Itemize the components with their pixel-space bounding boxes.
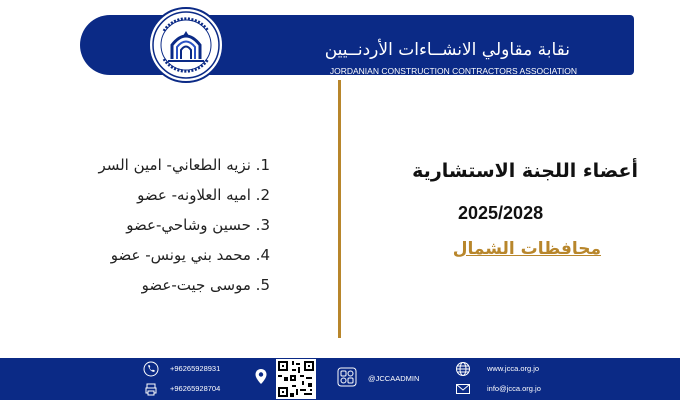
association-emblem-icon bbox=[148, 7, 224, 83]
footer-bar bbox=[0, 358, 680, 400]
fax-icon bbox=[143, 381, 159, 397]
org-name-arabic: نقابة مقاولي الانشــاءات الأردنــيين bbox=[324, 40, 570, 60]
term-years: 2025/2028 bbox=[458, 203, 544, 223]
social-handle[interactable]: @JCCAADMIN bbox=[368, 374, 420, 383]
list-item: 5. موسى جيت-عضو bbox=[141, 276, 270, 294]
email-link[interactable]: info@jcca.org.jo bbox=[487, 384, 541, 393]
list-item: 2. اميه العلاونه- عضو bbox=[137, 186, 270, 204]
globe-icon bbox=[455, 361, 471, 377]
list-item: 1. نزيه الطعاني- امين السر bbox=[98, 156, 270, 174]
committee-title: أعضاء اللجنة الاستشارية bbox=[412, 160, 638, 182]
list-item: 3. حسين وشاحي-عضو bbox=[126, 216, 270, 234]
phone-number[interactable]: +96265928931 bbox=[170, 364, 221, 373]
list-item: 4. محمد بني يونس- عضو bbox=[110, 246, 270, 264]
location-pin-icon bbox=[254, 368, 268, 386]
vertical-divider bbox=[338, 80, 341, 338]
region-label: محافظات الشمال bbox=[452, 239, 601, 259]
social-media-icon bbox=[337, 367, 357, 387]
phone-icon bbox=[143, 361, 159, 377]
org-name-english: JORDANIAN CONSTRUCTION CONTRACTORS ASSOCIATION bbox=[329, 66, 577, 76]
fax-number[interactable]: +96265928704 bbox=[170, 384, 221, 393]
email-icon bbox=[455, 381, 471, 397]
members-list bbox=[98, 150, 270, 300]
website-link[interactable]: www.jcca.org.jo bbox=[487, 364, 540, 373]
qr-code-icon[interactable] bbox=[276, 359, 316, 399]
